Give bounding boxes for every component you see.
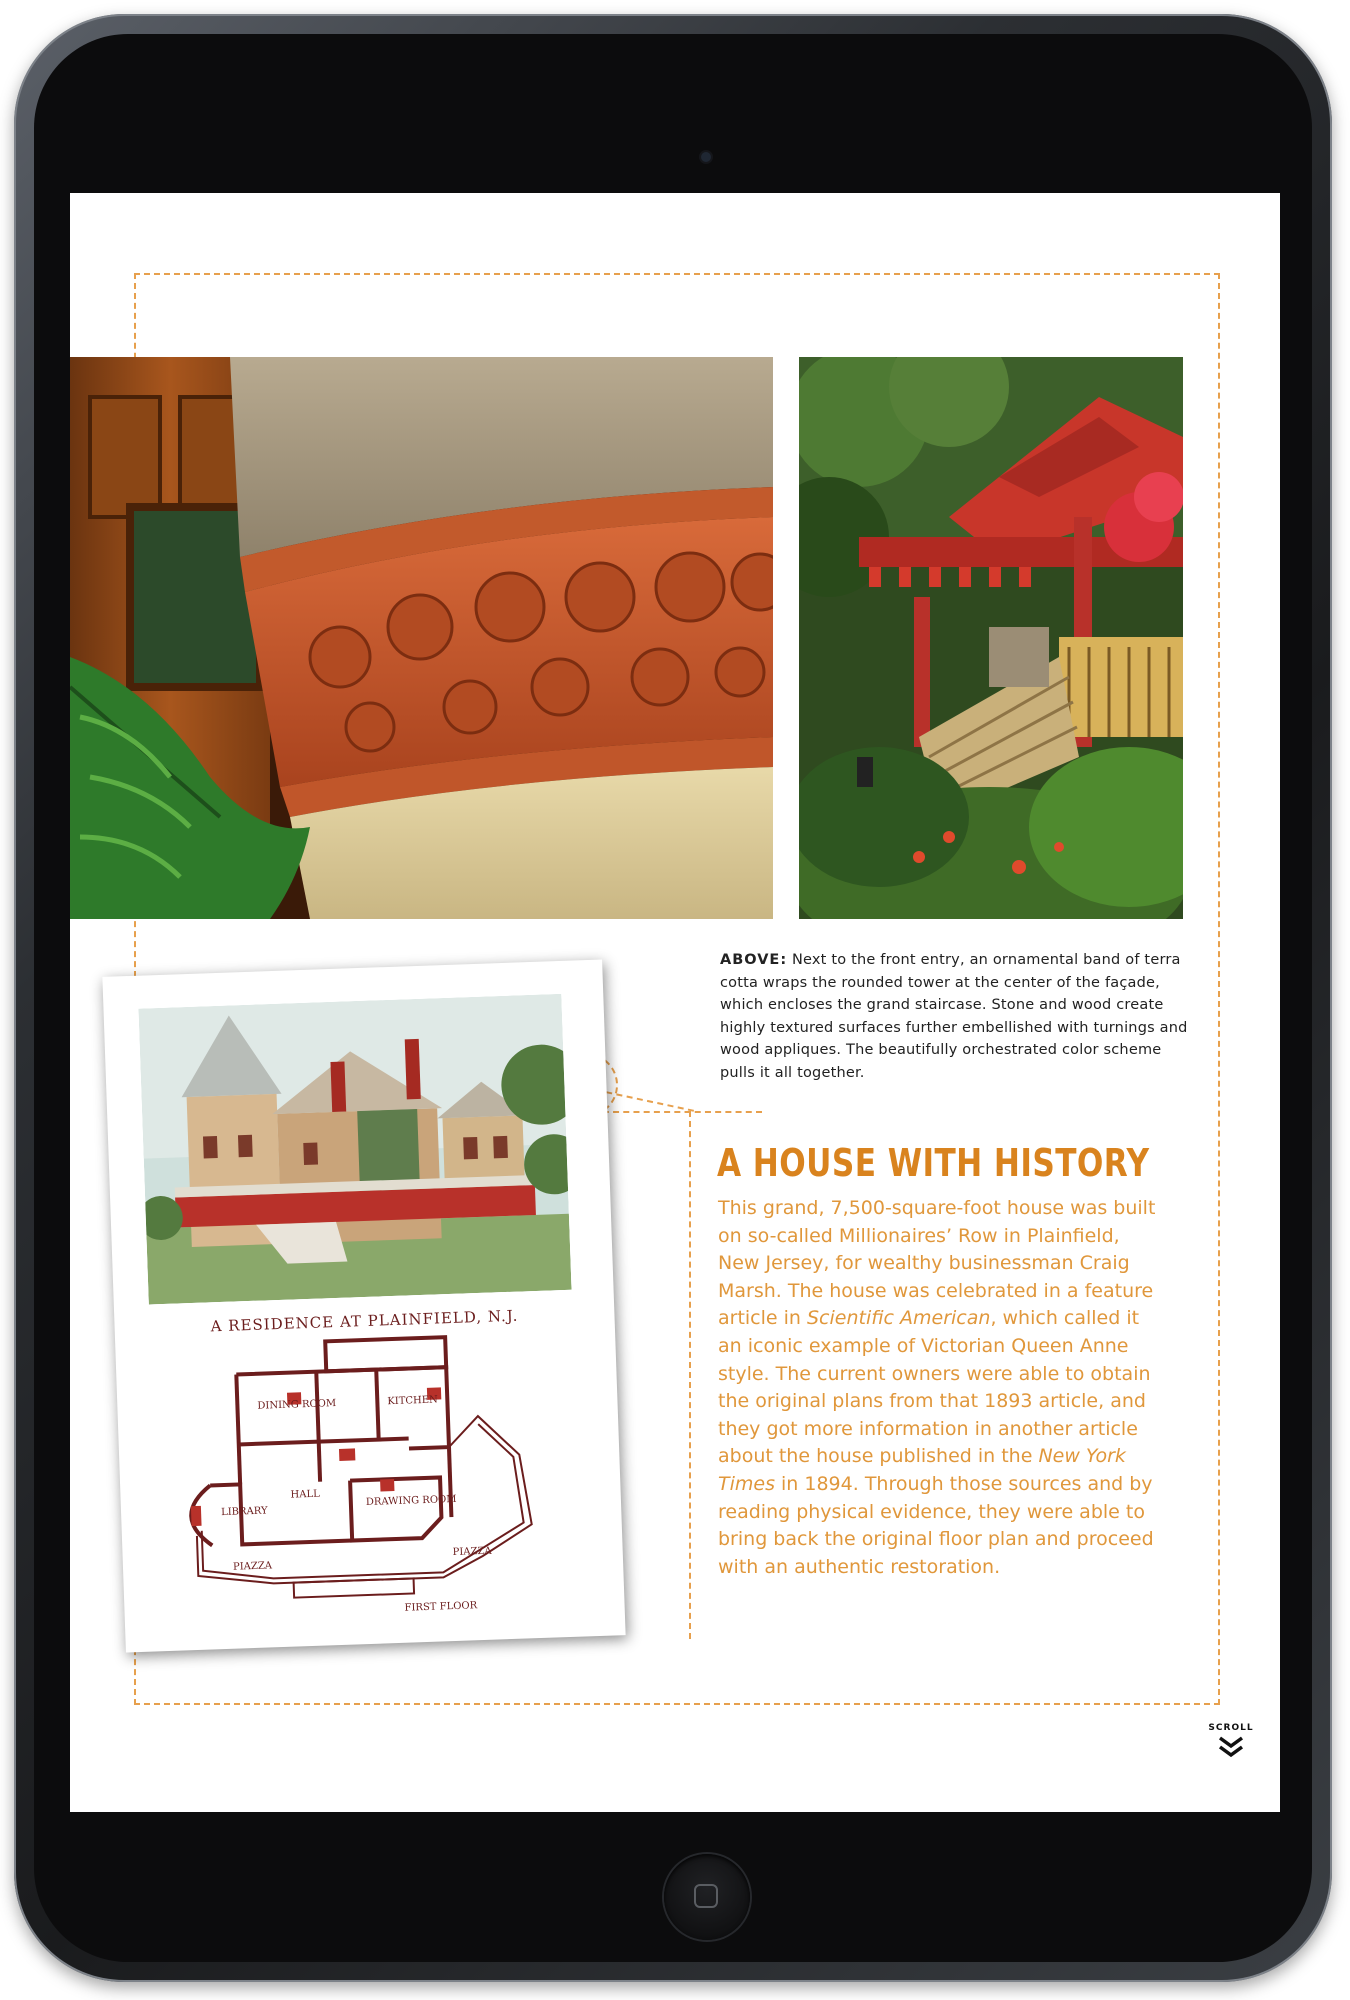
article-body-part-3: in 1894. Through those sources and by reading physical evidence, they were able to bring back the original floor plan and proceed with an authentic restoration.	[718, 1472, 1154, 1578]
camera-icon	[701, 152, 711, 162]
article-body-emphasis-1: Scientific American	[807, 1307, 991, 1330]
plate-caption: A RESIDENCE AT PLAINFIELD, N.J.	[210, 1306, 519, 1336]
caption-text: Next to the front entry, an ornamental band of terra cotta wraps the rounded tower at the center of the façade, which encloses the grand staircase. Stone and wood create highly textured surfaces further embellished with turnings and wood appliques. The beautifully orchestrated color scheme pulls it all together.	[720, 952, 1188, 1081]
plan-label-hall: HALL	[290, 1488, 320, 1501]
floor-plan	[145, 1322, 595, 1627]
house-illustration	[138, 994, 571, 1305]
plan-label-piazza-right: PIAZZA	[452, 1545, 492, 1559]
terra-cotta-band-photo	[70, 357, 773, 919]
historical-plate	[102, 959, 625, 1652]
article-heading: A HOUSE WITH HISTORY	[717, 1141, 1150, 1185]
plan-label-kitchen: KITCHEN	[387, 1394, 439, 1408]
porch-garden-photo-art	[799, 357, 1183, 919]
magazine-page	[70, 193, 1280, 1812]
double-chevron-down-icon	[1216, 1735, 1246, 1759]
house-illustration-art	[138, 994, 571, 1305]
plan-label-library: LIBRARY	[220, 1505, 268, 1519]
plan-label-first-floor: FIRST FLOOR	[404, 1600, 478, 1614]
porch-garden-photo	[799, 357, 1183, 919]
scroll-label: SCROLL	[1208, 1723, 1254, 1733]
callout-line-vertical	[689, 1111, 691, 1639]
article-body-part-1: This grand, 7,500-square-foot house was built on so-called Millionaires’ Row in Plainfield, New Jersey, for wealthy businessman Craig Marsh. The house was celebrated in a feature article in	[718, 1197, 1156, 1330]
home-button-icon	[694, 1884, 718, 1908]
scroll-indicator[interactable]	[1208, 1723, 1254, 1759]
article-body-part-2: , which called it an iconic example of Victorian Queen Anne style. The current owners were able to obtain the original plans from that 1893 article, and they got more information in another article about the house published in the	[718, 1307, 1151, 1468]
photo-caption	[720, 949, 1190, 1084]
article-body-emphasis-2: New York Times	[718, 1445, 1126, 1495]
terra-cotta-band-photo-art	[70, 357, 773, 919]
plan-label-piazza-left: PIAZZA	[232, 1560, 273, 1573]
article-body	[718, 1195, 1164, 1581]
plan-label-drawing: DRAWING ROOM	[365, 1493, 457, 1509]
caption-lead: ABOVE:	[720, 952, 788, 968]
home-button[interactable]	[664, 1854, 750, 1940]
plan-label-dining: DINING ROOM	[257, 1398, 337, 1412]
